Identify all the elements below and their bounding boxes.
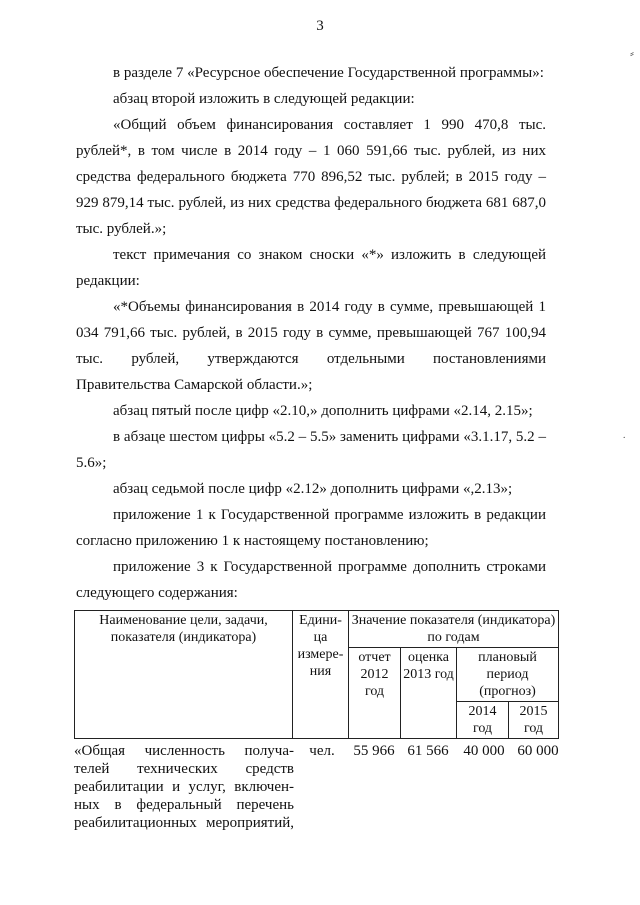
paragraph-2: абзац второй изложить в следующей редакции: xyxy=(113,91,415,107)
indicators-table xyxy=(74,610,559,739)
row-unit: чел. xyxy=(309,743,335,759)
row-name-line: телей технических средств xyxy=(74,761,294,777)
paragraph-5: «*Объемы финансирования в 2014 году в сумме, превышающей 1 034 791,66 тыс. рублей, в 2015 году в сумме, превышающей 767 100,94 тыс. рублей, утверждаются отдельными постановлениями Правительства Самарской области.»; xyxy=(76,299,546,393)
paragraph-10: приложение 3 к Государственной программе дополнить строками следующего содержания: xyxy=(76,559,546,601)
paragraph-4: текст примечания со знаком сноски «*» изложить в следующей редакции: xyxy=(76,247,546,289)
header-values: Значение показателя (индикатора) по годам xyxy=(349,611,559,648)
row-value-2014: 40 000 xyxy=(463,743,505,759)
paragraph-3: «Общий объем финансирования составляет 1 990 470,8 тыс. рублей*, в том числе в 2014 году – 1 060 591,66 тыс. рублей, из них средства федерального бюджета 770 896,52 тыс. рублей; в 2015 году – 929 879,14 тыс. рублей, из них средства федерального бюджета 681 687,0 тыс. рублей.»; xyxy=(76,117,546,237)
header-2014: 2014 год xyxy=(457,702,509,739)
margin-mark: ⸗ xyxy=(630,46,634,60)
header-unit: Едини-ца измере-ния xyxy=(293,611,349,739)
row-indicator-name xyxy=(74,742,294,832)
row-value-2013: 61 566 xyxy=(407,743,449,759)
row-name-line: реабилитации и услуг, включен- xyxy=(74,779,294,795)
header-2015: 2015 год xyxy=(509,702,559,739)
document-body xyxy=(76,60,546,606)
row-value-2012: 55 966 xyxy=(353,743,395,759)
header-plan: плановый период (прогноз) xyxy=(457,648,559,702)
paragraph-1: в разделе 7 «Ресурсное обеспечение Государственной программы»: xyxy=(113,65,544,81)
paragraph-9: приложение 1 к Государственной программе изложить в редакции согласно приложению 1 к настоящему постановлению; xyxy=(76,507,546,549)
header-2013: оценка 2013 год xyxy=(401,648,457,739)
margin-dot: · xyxy=(622,432,626,444)
row-value-2015: 60 000 xyxy=(517,743,559,759)
row-name-line: реабилитационных мероприятий, xyxy=(74,815,294,831)
paragraph-6: абзац пятый после цифр «2.10,» дополнить цифрами «2.14, 2.15»; xyxy=(113,403,533,419)
header-2012: отчет 2012 год xyxy=(349,648,401,739)
row-name-line: «Общая численность получа- xyxy=(74,743,294,759)
paragraph-8: абзац седьмой после цифр «2.12» дополнить цифрами «,2.13»; xyxy=(113,481,513,497)
paragraph-7: в абзаце шестом цифры «5.2 – 5.5» заменить цифрами «3.1.17, 5.2 – 5.6»; xyxy=(76,429,546,471)
page-number: 3 xyxy=(316,18,324,34)
row-name-line: ных в федеральный перечень xyxy=(74,797,294,813)
header-name: Наименование цели, задачи, показателя (индикатора) xyxy=(75,611,293,739)
